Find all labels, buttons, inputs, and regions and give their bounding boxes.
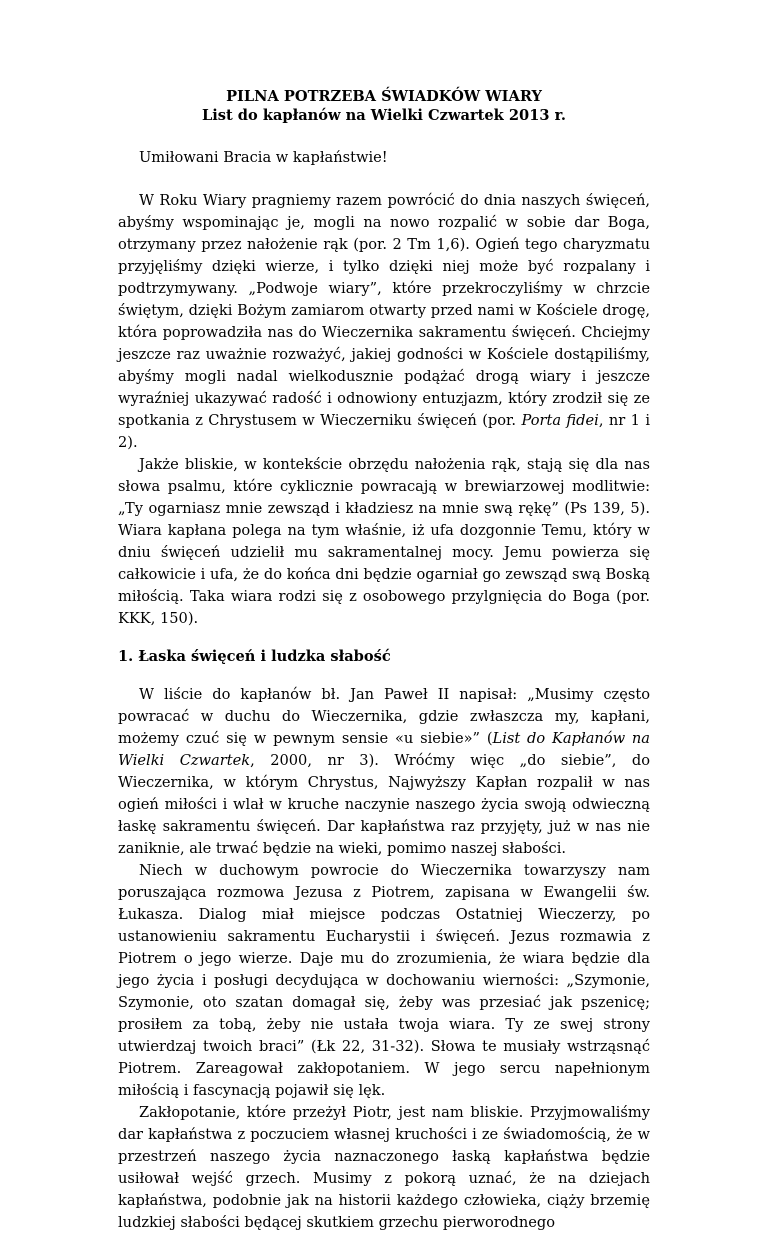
paragraph-3 <box>118 684 650 860</box>
paragraph-3-citation: List do Kapłanów na Wielki Czwartek <box>118 730 650 769</box>
paragraph-5: Zakłopotanie, które przeżył Piotr, jest nam bliskie. Przyjmowaliśmy dar kapłaństwa z poczuciem własnej kruchości i ze świadomością, że w przestrzeń naszego życia naznaczonego łaską kapłaństwa będzie usiłował wejść grzech. Musimy z pokorą uznać, że na dziejach kapłaństwa, podobnie jak na historii każdego człowieka, ciąży brzemię ludzkiej słabości będącej skutkiem grzechu pierworodnego <box>118 1104 650 1231</box>
section-heading: 1. Łaska święceń i ludzka słabość <box>118 648 391 665</box>
document-subtitle: List do kapłanów na Wielki Czwartek 2013 r. <box>201 107 567 124</box>
paragraph-3-end: , 2000, nr 3). Wróćmy więc „do siebie”, do Wieczernika, w którym Chrystus, Najwyższy Kapłan rozpalił w nas ogień miłości i wlał w kruche naczynie naszego życia swoją odwieczną łaskę sakramentu święceń. Dar kapłaństwa raz przyjęty, już w nas nie zaniknie, ale trwać będzie na wieki, pomimo naszej słabości. <box>118 752 650 857</box>
salutation: Umiłowani Bracia w kapłaństwie! <box>139 149 388 166</box>
document-title: PILNA POTRZEBA ŚWIADKÓW WIARY <box>226 88 542 105</box>
paragraph-1-end: , nr 1 i 2). <box>118 412 650 451</box>
paragraph-1 <box>118 190 650 454</box>
paragraph-1-citation: Porta fidei <box>521 412 599 429</box>
paragraph-1-text: W Roku Wiary pragniemy razem powrócić do dnia naszych święceń, abyśmy wspominając je, mogli na nowo rozpalić w sobie dar Boga, otrzymany przez nałożenie rąk (por. 2 Tm 1,6). Ogień tego charyzmatu przyjęliśmy dzięki wierze, i tylko dzięki niej może być rozpalany i podtrzymywany. „Podwoje wiary”, które przekroczyliśmy w chrzcie świętym, dzięki Bożym zamiarom otwarty przed nami w Kościele drogę, która poprowadziła nas do Wieczernika sakramentu święceń. Chciejmy jeszcze raz uważnie rozważyć, jakiej godności w Kościele dostąpiliśmy, abyśmy mogli nadal wielkodusznie podążać drogą wiary i jeszcze wyraźniej ukazywać radość i odnowiony entuzjazm, który zrodził się ze spotkania z Chrystusem w Wieczerniku święceń (por. <box>118 192 650 429</box>
paragraph-4: Niech w duchowym powrocie do Wieczernika towarzyszy nam poruszająca rozmowa Jezusa z Piotrem, zapisana w Ewangelii św. Łukasza. Dialog miał miejsce podczas Ostatniej Wieczerzy, po ustanowieniu sakramentu Eucharystii i święceń. Jezus rozmawia z Piotrem o jego wierze. Daje mu do zrozumienia, że wiara będzie dla jego życia i posługi decydująca w dochowaniu wierności: „Szymonie, Szymonie, oto szatan domagał się, żeby was przesiać jak pszenicę; prosiłem za tobą, żeby nie ustała twoja wiara. Ty ze swej strony utwierdzaj twoich braci” (Łk 22, 31-32). Słowa te musiały wstrząsnąć Piotrem. Zareagował zakłopotaniem. W jego sercu napełnionym miłością i fascynacją pojawił się lęk. <box>118 862 650 1099</box>
paragraph-2: Jakże bliskie, w kontekście obrzędu nałożenia rąk, stają się dla nas słowa psalmu, które cyklicznie powracają w brewiarzowej modlitwie: „Ty ogarniasz mnie zewsząd i kładziesz na mnie swą rękę” (Ps 139, 5). Wiara kapłana polega na tym właśnie, iż ufa dozgonnie Temu, który w dniu święceń udzielił mu sakramentalnej mocy. Jemu powierza się całkowicie i ufa, że do końca dni będzie ogarniał go zewsząd swą Boską miłością. Taka wiara rodzi się z osobowego przylgnięcia do Boga (por. KKK, 150). <box>118 456 650 627</box>
letter-page <box>118 88 650 1234</box>
paragraph-3-text: W liście do kapłanów bł. Jan Paweł II napisał: „Musimy często powracać w duchu do Wieczernika, gdzie zwłaszcza my, kapłani, możemy czuć się w pewnym sensie «u siebie»” ( <box>118 686 650 747</box>
